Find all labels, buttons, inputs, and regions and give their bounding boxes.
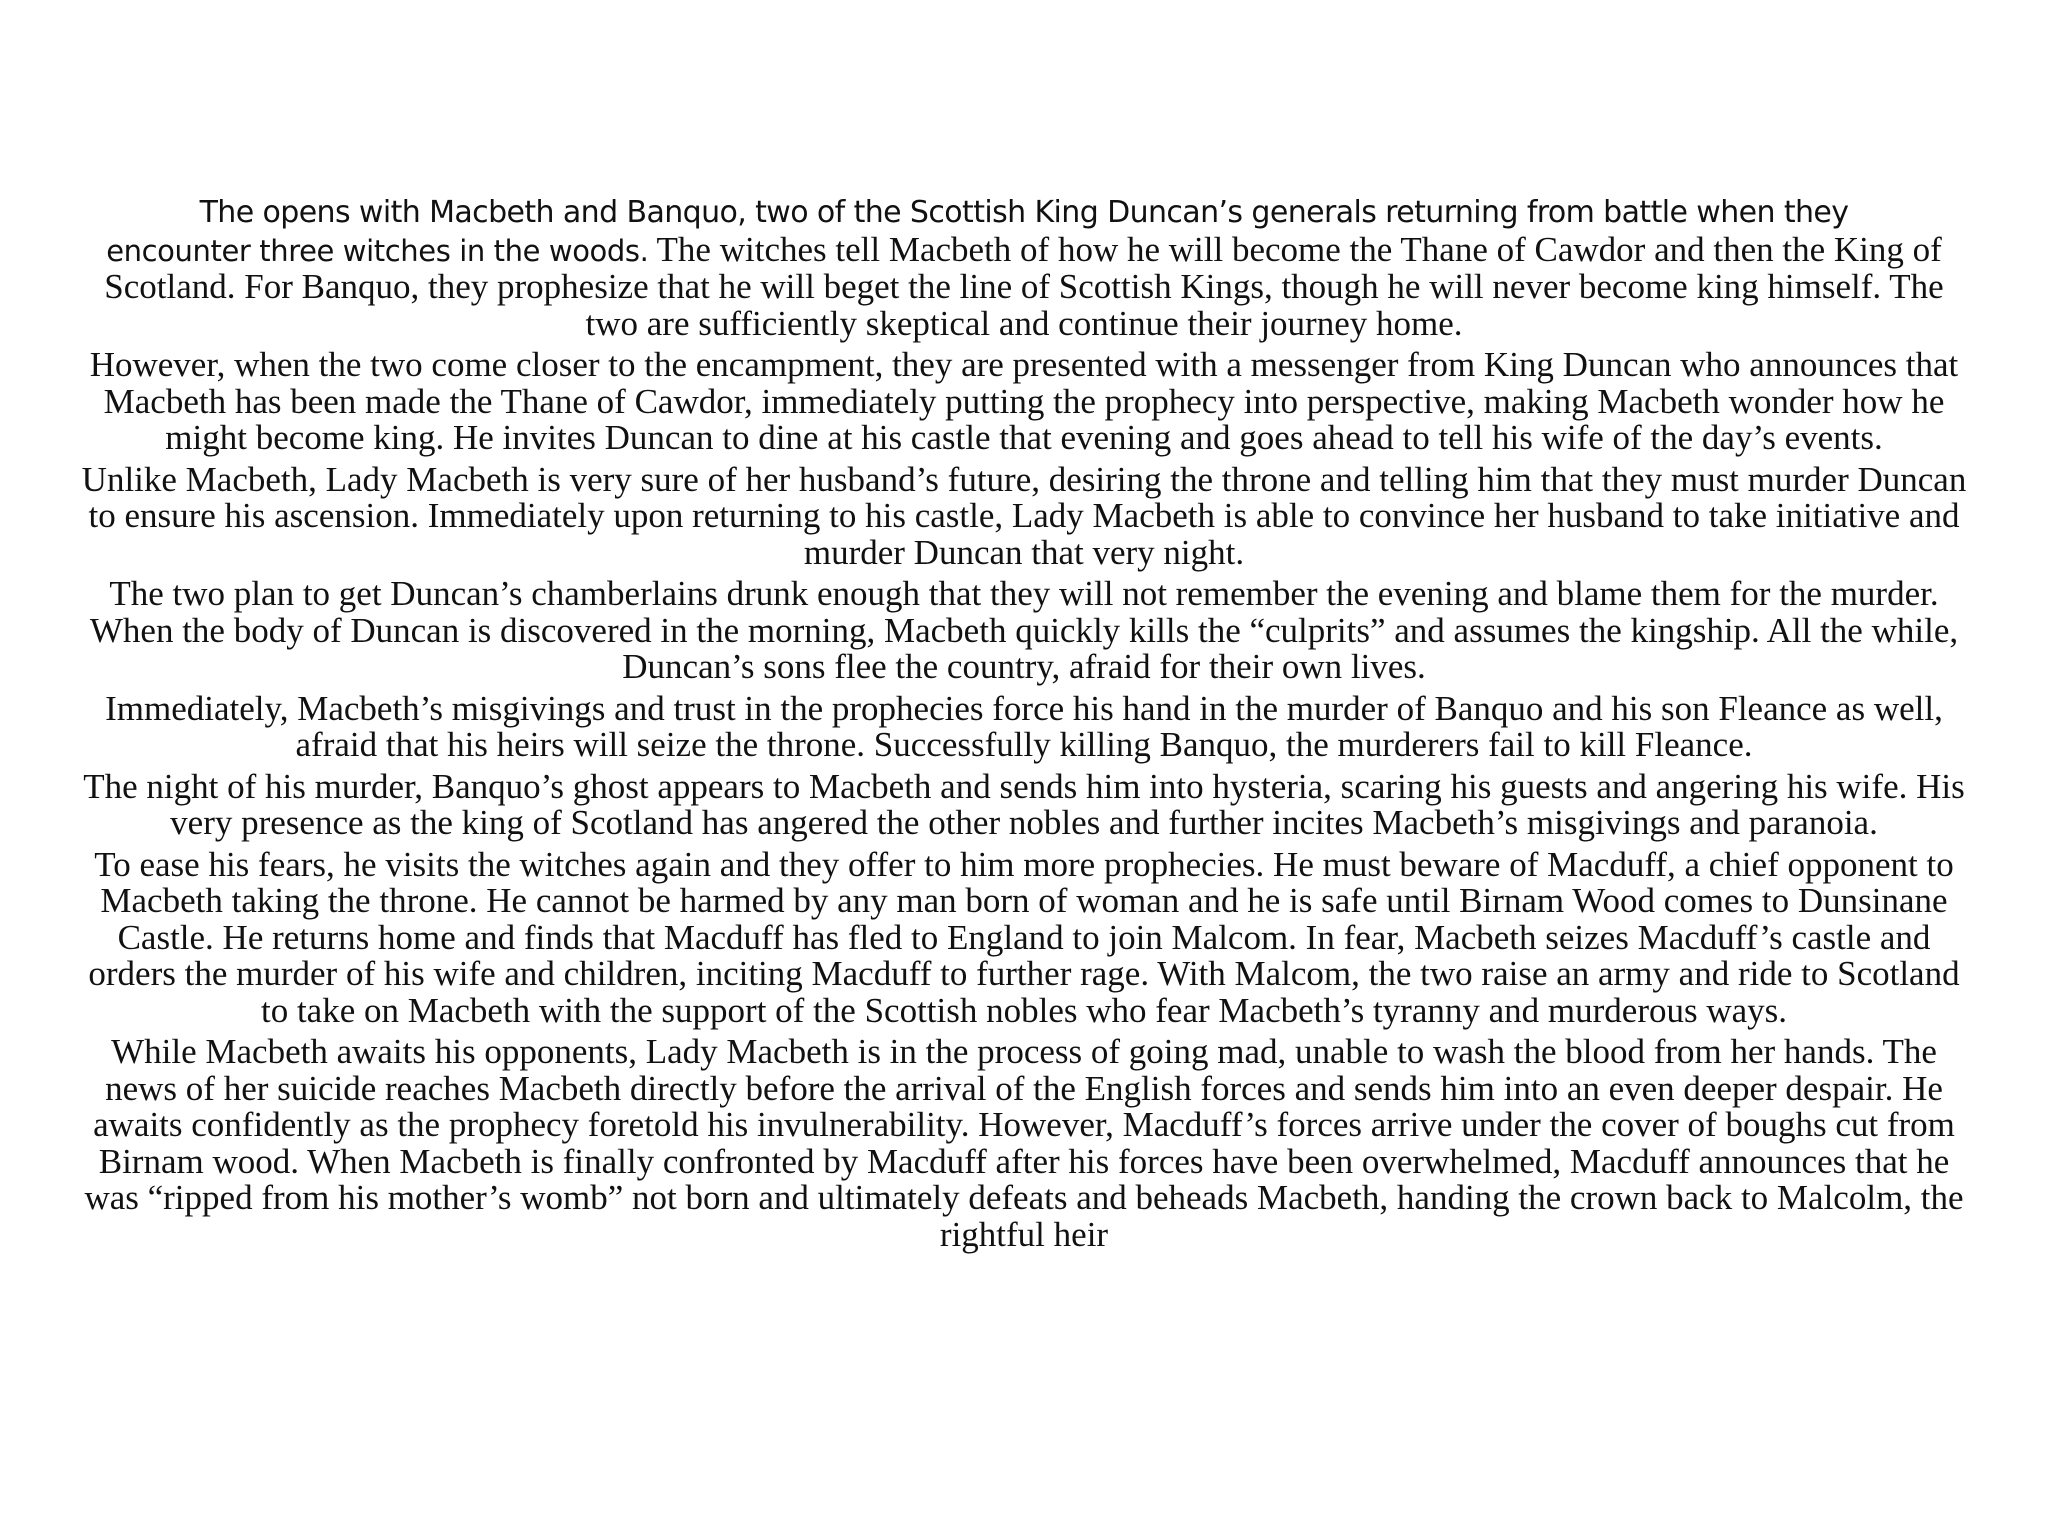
paragraph-4: The two plan to get Duncan’s chamberlains drunk enough that they will not remember the evening and blame them for the murder. When the body of Duncan is discovered in the morning, Macbeth quickly kills the “culprits” and assumes the kingship. All the while, Duncan’s sons flee the country, afraid for their own lives. xyxy=(89,574,1959,686)
paragraph-1-lead-2: encounter three witches in the woods. xyxy=(106,233,649,268)
paragraph-1-rest: The witches tell Macbeth of how he will become the Thane of Cawdor and then the King of Scotland. For Banquo, they prophesize that he will beget the line of Scottish Kings, though he will never become king himself. The two are sufficiently skeptical and continue their journey home. xyxy=(104,229,1944,343)
paragraph-2: However, when the two come closer to the encampment, they are presented with a messenger from King Duncan who announces that Macbeth has been made the Thane of Cawdor, immediately putting the prophecy into perspective, making Macbeth wonder how he might become king. He invites Duncan to dine at his castle that evening and goes ahead to tell his wife of the day’s events. xyxy=(89,345,1959,457)
paragraph-8: While Macbeth awaits his opponents, Lady Macbeth is in the process of going mad, unable to wash the blood from her hands. The news of her suicide reaches Macbeth directly before the arrival of the English forces and sends him into an even deeper despair. He awaits confidently as the prophecy foretold his invulnerability. However, Macduff’s forces arrive under the cover of boughs cut from Birnam wood. When Macbeth is finally confronted by Macduff after his forces have been overwhelmed, Macduff announces that he was “ripped from his mother’s womb” not born and ultimately defeats and beheads Macbeth, handing the crown back to Malcolm, the rightful heir xyxy=(84,1032,1964,1254)
paragraph-5: Immediately, Macbeth’s misgivings and trust in the prophecies force his hand in the murder of Banquo and his son Fleance as well, afraid that his heirs will seize the throne. Successfully killing Banquo, the murderers fail to kill Fleance. xyxy=(105,688,1943,764)
plot-summary-text xyxy=(80,193,1968,1258)
paragraph-1-lead: The opens with Macbeth and Banquo, two of the Scottish King Duncan’s generals returning from battle when they xyxy=(199,195,1849,230)
paragraph-7: To ease his fears, he visits the witches again and they offer to him more prophecies. He must beware of Macduff, a chief opponent to Macbeth taking the throne. He cannot be harmed by any man born of woman and he is safe until Birnam Wood comes to Dunsinane Castle. He returns home and finds that Macduff has fled to England to join Malcom. In fear, Macbeth seizes Macduff’s castle and orders the murder of his wife and children, inciting Macduff to further rage. With Malcom, the two raise an army and ride to Scotland to take on Macbeth with the support of the Scottish nobles who fear Macbeth’s tyranny and murderous ways. xyxy=(88,844,1960,1030)
paragraph-6: The night of his murder, Banquo’s ghost appears to Macbeth and sends him into hysteria, scaring his guests and angering his wife. His very presence as the king of Scotland has angered the other nobles and further incites Macbeth’s misgivings and paranoia. xyxy=(83,766,1965,842)
paragraph-3: Unlike Macbeth, Lady Macbeth is very sure of her husband’s future, desiring the throne and telling him that they must murder Duncan to ensure his ascension. Immediately upon returning to his castle, Lady Macbeth is able to convince her husband to take initiative and murder Duncan that very night. xyxy=(81,459,1967,572)
paragraph-1 xyxy=(80,193,1968,342)
